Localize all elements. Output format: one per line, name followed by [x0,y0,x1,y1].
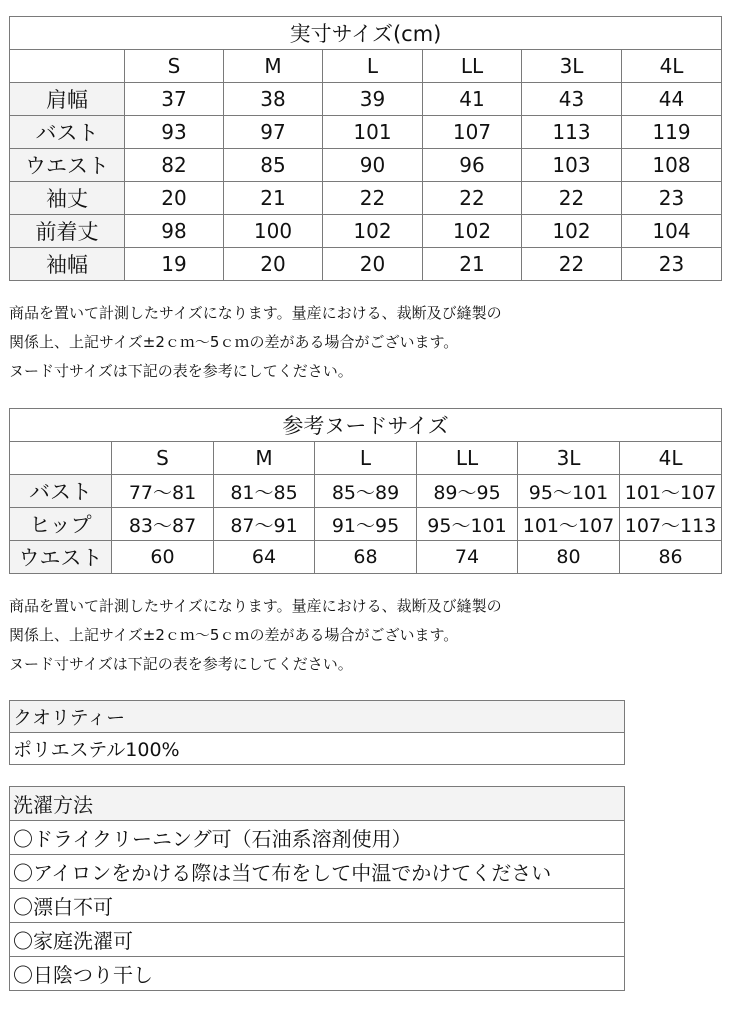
row-label: 袖丈 [10,182,125,215]
value-cell: 23 [622,248,722,281]
actual-size-title: 実寸サイズ(cm) [10,17,722,50]
note-line: ヌード寸サイズは下記の表を参考にしてください。 [9,655,353,673]
washing-item: 〇アイロンをかける際は当て布をして中温でかけてください [10,855,625,889]
table-row [10,182,722,215]
washing-table [9,786,625,991]
corner-cell [10,50,125,83]
value-cell: 41 [423,83,522,116]
size-header: 3L [522,50,622,83]
table-row [10,116,722,149]
actual-size-table [9,16,722,281]
value-cell: 100 [224,215,323,248]
value-cell: 86 [620,541,722,574]
value-cell: 37 [125,83,224,116]
value-cell: 102 [522,215,622,248]
value-cell: 119 [622,116,722,149]
value-cell: 74 [417,541,518,574]
size-header: LL [417,442,518,475]
value-cell: 85〜89 [315,475,417,508]
nude-size-table [9,408,722,574]
row-label: バスト [10,116,125,149]
value-cell: 95〜101 [518,475,620,508]
value-cell: 91〜95 [315,508,417,541]
value-cell: 22 [323,182,423,215]
washing-heading: 洗濯方法 [10,787,625,821]
size-header: 4L [622,50,722,83]
value-cell: 19 [125,248,224,281]
value-cell: 81〜85 [214,475,315,508]
row-label: ウエスト [10,541,112,574]
value-cell: 95〜101 [417,508,518,541]
value-cell: 21 [423,248,522,281]
value-cell: 101〜107 [620,475,722,508]
size-header: M [224,50,323,83]
row-label: ヒップ [10,508,112,541]
size-header: LL [423,50,522,83]
washing-item: 〇漂白不可 [10,889,625,923]
value-cell: 68 [315,541,417,574]
note-line: 商品を置いて計測したサイズになります。量産における、裁断及び縫製の [9,597,502,615]
value-cell: 39 [323,83,423,116]
table-row [10,149,722,182]
note-line: 関係上、上記サイズ±2ｃｍ〜5ｃｍの差がある場合がございます。 [9,626,459,644]
value-cell: 80 [518,541,620,574]
table-row [10,957,625,991]
value-cell: 107 [423,116,522,149]
row-label: 前着丈 [10,215,125,248]
size-header-row [10,442,722,475]
value-cell: 102 [423,215,522,248]
table-row [10,787,625,821]
corner-cell [10,442,112,475]
table-row [10,701,625,733]
value-cell: 102 [323,215,423,248]
value-cell: 82 [125,149,224,182]
size-header: L [323,50,423,83]
value-cell: 97 [224,116,323,149]
table-row [10,475,722,508]
value-cell: 89〜95 [417,475,518,508]
note-line: 商品を置いて計測したサイズになります。量産における、裁断及び縫製の [9,304,502,322]
value-cell: 101 [323,116,423,149]
value-cell: 44 [622,83,722,116]
value-cell: 20 [125,182,224,215]
table-caption-row [10,409,722,442]
value-cell: 108 [622,149,722,182]
table-row [10,508,722,541]
quality-table [9,700,625,765]
value-cell: 87〜91 [214,508,315,541]
value-cell: 43 [522,83,622,116]
value-cell: 22 [423,182,522,215]
size-header: S [125,50,224,83]
value-cell: 85 [224,149,323,182]
value-cell: 20 [224,248,323,281]
washing-item: 〇家庭洗濯可 [10,923,625,957]
value-cell: 77〜81 [112,475,214,508]
value-cell: 64 [214,541,315,574]
note-line: ヌード寸サイズは下記の表を参考にしてください。 [9,362,353,380]
table-row [10,923,625,957]
nude-size-title: 参考ヌードサイズ [10,409,722,442]
table-row [10,821,625,855]
table-row [10,889,625,923]
size-header: M [214,442,315,475]
table-caption-row [10,17,722,50]
value-cell: 96 [423,149,522,182]
size-header: 3L [518,442,620,475]
quality-heading: クオリティー [10,701,625,733]
row-label: ウエスト [10,149,125,182]
table-row [10,541,722,574]
value-cell: 22 [522,182,622,215]
measurement-note [9,592,502,679]
value-cell: 20 [323,248,423,281]
size-header: 4L [620,442,722,475]
value-cell: 90 [323,149,423,182]
table-row [10,83,722,116]
note-line: 関係上、上記サイズ±2ｃｍ〜5ｃｍの差がある場合がございます。 [9,333,459,351]
row-label: バスト [10,475,112,508]
value-cell: 107〜113 [620,508,722,541]
value-cell: 104 [622,215,722,248]
value-cell: 38 [224,83,323,116]
value-cell: 113 [522,116,622,149]
value-cell: 22 [522,248,622,281]
row-label: 肩幅 [10,83,125,116]
value-cell: 103 [522,149,622,182]
measurement-note [9,299,502,386]
table-row [10,855,625,889]
value-cell: 83〜87 [112,508,214,541]
value-cell: 101〜107 [518,508,620,541]
table-row [10,248,722,281]
quality-value: ポリエステル100% [10,733,625,765]
size-header: S [112,442,214,475]
size-header-row [10,50,722,83]
value-cell: 60 [112,541,214,574]
value-cell: 98 [125,215,224,248]
washing-item: 〇ドライクリーニング可（石油系溶剤使用） [10,821,625,855]
value-cell: 21 [224,182,323,215]
row-label: 袖幅 [10,248,125,281]
washing-item: 〇日陰つり干し [10,957,625,991]
value-cell: 23 [622,182,722,215]
table-row [10,733,625,765]
table-row [10,215,722,248]
value-cell: 93 [125,116,224,149]
size-header: L [315,442,417,475]
